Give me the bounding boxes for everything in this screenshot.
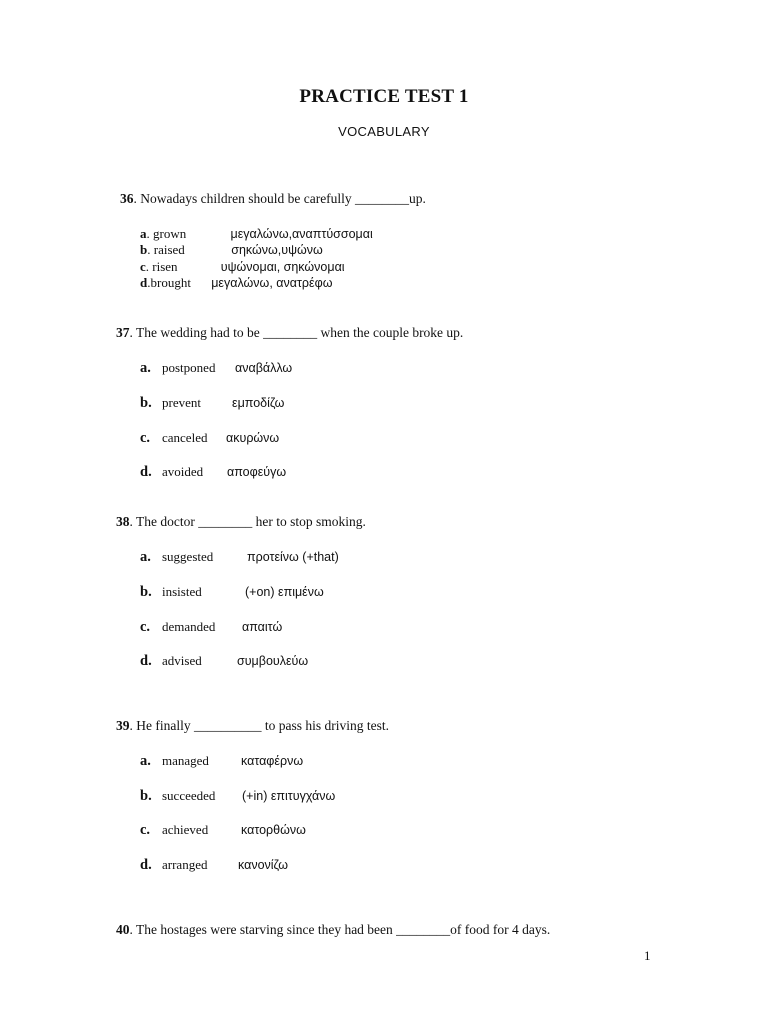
option-39-a	[140, 753, 303, 770]
option-37-d	[140, 464, 286, 481]
question-text: . The hostages were starving since they had been ________of food for 4 days.	[129, 922, 551, 937]
option-translation: υψώνομαι, σηκώνομαι	[220, 260, 345, 274]
question-number: 38	[116, 514, 130, 529]
option-36-b	[140, 242, 323, 258]
question-text: . Nowadays children should be carefully ________up.	[133, 191, 426, 206]
option-word: advised	[162, 653, 202, 668]
option-word: .brought	[147, 275, 191, 290]
option-word: avoided	[162, 464, 204, 479]
option-letter: a.	[140, 360, 151, 376]
option-word: . risen	[145, 259, 178, 274]
question-number: 39	[116, 718, 130, 733]
option-letter: a.	[140, 753, 151, 769]
option-translation: μεγαλώνω,αναπτύσσομαι	[230, 227, 373, 241]
section-title: VOCABULARY	[338, 124, 430, 139]
option-38-c	[140, 619, 282, 636]
option-translation: κατορθώνω	[241, 823, 306, 837]
option-letter: b.	[140, 395, 152, 411]
option-37-a	[140, 360, 292, 377]
option-word: achieved	[162, 822, 209, 837]
option-word: arranged	[162, 857, 208, 872]
question-37	[116, 325, 463, 341]
option-word: managed	[162, 753, 209, 768]
option-word: prevent	[162, 395, 201, 410]
option-letter: c.	[140, 430, 151, 446]
option-translation: αναβάλλω	[235, 361, 293, 375]
option-translation: καταφέρνω	[241, 754, 304, 768]
question-38	[116, 514, 366, 530]
page-number: 1	[644, 948, 651, 963]
option-38-d	[140, 653, 308, 670]
question-36	[120, 191, 426, 207]
option-translation: ακυρώνω	[226, 431, 280, 445]
option-letter: b.	[140, 788, 152, 804]
option-letter: b.	[140, 584, 152, 600]
option-translation: σηκώνω,υψώνω	[231, 243, 323, 257]
option-translation: (+in) επιτυγχάνω	[242, 789, 336, 803]
question-number: 40	[116, 922, 130, 937]
question-39	[116, 718, 389, 734]
option-39-d	[140, 857, 288, 874]
option-word: . raised	[147, 242, 185, 257]
option-39-b	[140, 788, 335, 805]
option-letter: c.	[140, 822, 151, 838]
option-word: succeeded	[162, 788, 216, 803]
option-letter: d.	[140, 653, 152, 669]
question-text: . The doctor ________ her to stop smoking.	[129, 514, 366, 529]
option-letter: a	[140, 226, 147, 241]
question-number: 37	[116, 325, 130, 340]
option-38-a	[140, 549, 339, 566]
option-translation: εμποδίζω	[232, 396, 285, 410]
option-letter: c	[140, 259, 146, 274]
option-36-d	[140, 275, 332, 291]
question-text: . He finally __________ to pass his driving test.	[129, 718, 389, 733]
option-translation: αποφεύγω	[227, 465, 287, 479]
option-letter: a.	[140, 549, 151, 565]
option-translation: απαιτώ	[242, 620, 283, 634]
option-36-c	[140, 259, 345, 275]
option-letter: d	[140, 275, 148, 290]
page-title: PRACTICE TEST 1	[299, 86, 469, 107]
option-word: insisted	[162, 584, 202, 599]
option-letter: c.	[140, 619, 151, 635]
option-letter: b	[140, 242, 148, 257]
option-37-c	[140, 430, 279, 447]
option-word: . grown	[146, 226, 187, 241]
option-36-a	[140, 226, 373, 242]
option-translation: προτείνω (+that)	[247, 550, 339, 564]
question-40	[116, 922, 550, 938]
option-translation: συμβουλεύω	[237, 654, 309, 668]
option-word: canceled	[162, 430, 208, 445]
option-translation: (+on) επιμένω	[245, 585, 324, 599]
option-translation: μεγαλώνω, ανατρέφω	[211, 276, 333, 290]
question-text: . The wedding had to be ________ when the couple broke up.	[129, 325, 464, 340]
option-word: postponed	[162, 360, 216, 375]
option-39-c	[140, 822, 306, 839]
option-word: suggested	[162, 549, 214, 564]
option-letter: d.	[140, 464, 152, 480]
option-word: demanded	[162, 619, 216, 634]
option-letter: d.	[140, 857, 152, 873]
question-number: 36	[120, 191, 134, 206]
option-translation: κανονίζω	[238, 858, 288, 872]
option-37-b	[140, 395, 284, 412]
option-38-b	[140, 584, 324, 601]
